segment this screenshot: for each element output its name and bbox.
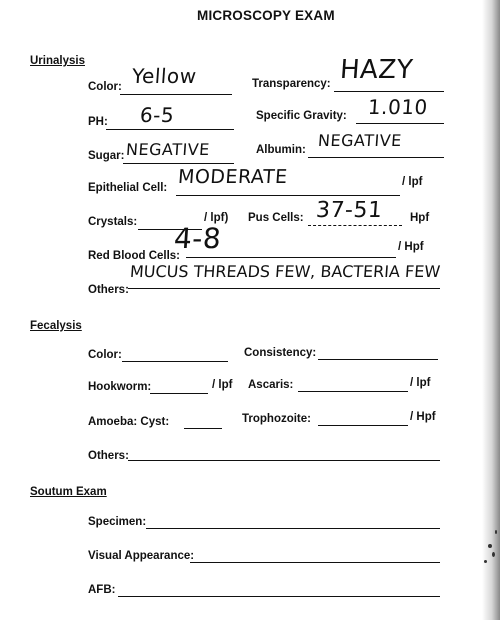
sputum-heading: Soutum Exam [30,486,107,498]
scan-speck [492,552,495,557]
fecalysis-heading: Fecalysis [30,320,82,332]
afb-line [118,596,440,597]
specimen-line [146,528,440,529]
rbc-line [186,257,396,258]
transparency-value: HAZY [338,55,415,85]
epithelial-unit: / lpf [402,176,423,188]
color-line [120,94,232,95]
specific-gravity-value: 1.010 [367,95,429,119]
color-label: Color: [88,81,122,93]
fecal-others-label: Others: [88,450,129,462]
pus-cells-unit: Hpf [410,212,430,224]
specific-gravity-line [356,123,444,124]
scan-edge-shadow [482,0,500,620]
pus-cells-value: 37-51 [315,198,384,223]
albumin-line [308,157,444,158]
trophozoite-unit: / Hpf [410,411,436,423]
amoeba-line [184,428,222,429]
transparency-label: Transparency: [252,78,331,90]
amoeba-label: Amoeba: Cyst: [88,416,170,428]
epithelial-value: MODERATE [177,166,289,188]
ph-line [106,129,234,130]
albumin-value: NEGATIVE [317,131,403,150]
sugar-label: Sugar: [88,150,125,162]
urinalysis-others-line [128,288,440,289]
urinalysis-others-label: Others: [88,284,129,296]
visual-appearance-label: Visual Appearance: [88,550,195,562]
specific-gravity-label: Specific Gravity: [256,110,347,122]
epithelial-line [176,195,400,196]
specimen-label: Specimen: [88,516,147,528]
consistency-line [318,359,438,360]
trophozoite-line [318,425,408,426]
scan-speck [484,560,487,563]
pus-cells-label: Pus Cells: [248,212,304,224]
visual-appearance-line [190,562,440,563]
crystals-label: Crystals: [88,216,138,228]
color-value: Yellow [131,64,198,88]
consistency-label: Consistency: [244,347,317,359]
transparency-line [334,91,444,92]
fecal-color-label: Color: [88,349,122,361]
hookworm-label: Hookworm: [88,381,152,393]
form-title: MICROSCOPY EXAM [197,8,335,23]
sugar-line [123,163,234,164]
albumin-label: Albumin: [256,144,306,156]
hookworm-unit: / lpf [212,379,233,391]
crystals-unit: / lpf) [204,212,229,224]
ph-label: PH: [88,116,108,128]
fecal-color-line [122,361,228,362]
ascaris-line [298,391,408,392]
pus-cells-line [308,225,402,226]
trophozoite-label: Trophozoite: [242,413,311,425]
ascaris-unit: / lpf [410,377,431,389]
scan-speck [495,530,497,534]
sugar-value: NEGATIVE [125,140,211,159]
hookworm-line [150,393,208,394]
fecal-others-line [128,460,440,461]
rbc-value: 4-8 [172,222,223,255]
epithelial-label: Epithelial Cell: [88,182,168,194]
scan-speck [488,544,492,548]
rbc-label: Red Blood Cells: [88,250,181,262]
urinalysis-heading: Urinalysis [30,55,85,67]
ph-value: 6-5 [139,103,176,127]
urinalysis-others-value: MUCUS THREADS FEW, BACTERIA FEW [129,262,441,281]
rbc-unit: / Hpf [398,241,424,253]
ascaris-label: Ascaris: [248,379,294,391]
afb-label: AFB: [88,584,116,596]
